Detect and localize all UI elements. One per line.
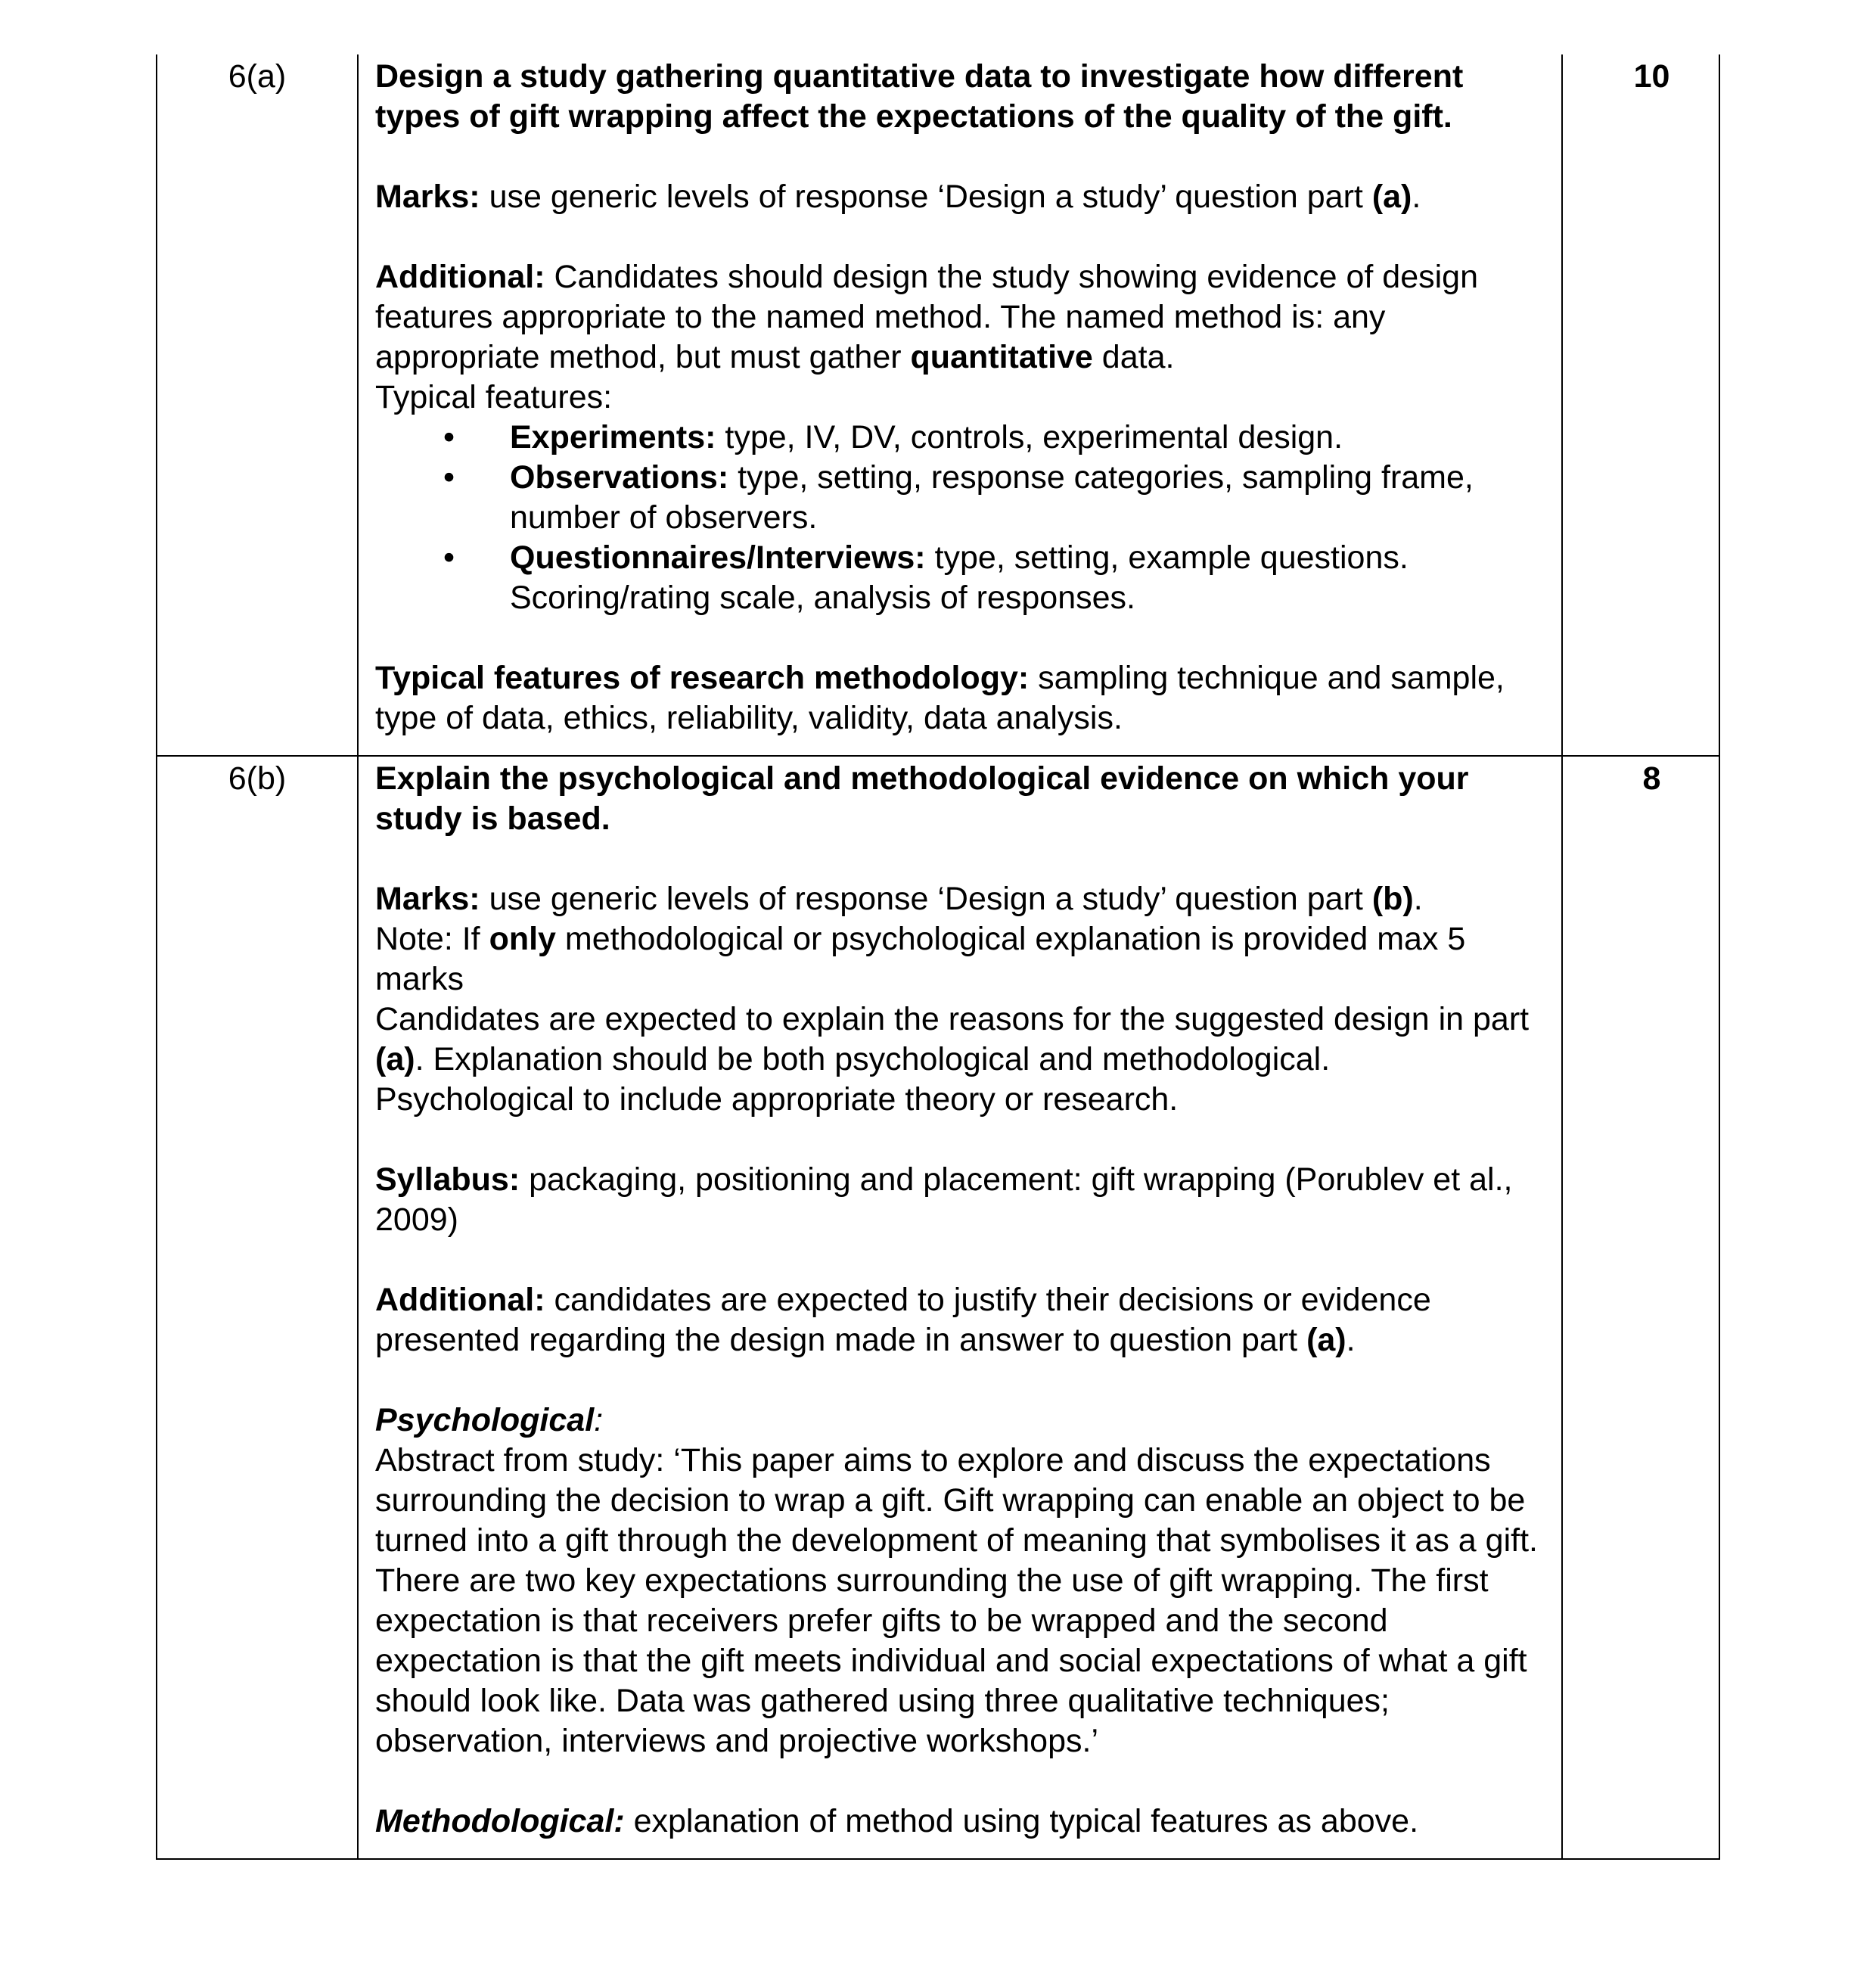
list-item: • Observations: type, setting, response categories, sampling frame, number of observers. [510, 458, 1540, 538]
list-item: • Experiments: type, IV, DV, controls, experimental design. [510, 418, 1540, 458]
typical-features-heading: Typical features: [375, 379, 613, 415]
additional-guidance: Additional: candidates are expected to justify their decisions or evidence presented regarding the design made in answer to question part (a). [375, 1282, 1431, 1358]
question-prompt: Explain the psychological and methodological evidence on which your study is based. [375, 760, 1469, 837]
psychological-include-text: Psychological to include appropriate theory or research. [375, 1081, 1179, 1118]
mark-scheme-page [156, 54, 1719, 1860]
psychological-heading: Psychological: [375, 1402, 604, 1438]
syllabus-text: Syllabus: packaging, positioning and placement: gift wrapping (Porublev et al., 2009) [375, 1161, 1513, 1238]
expected-text: Candidates are expected to explain the reasons for the suggested design in part (a). Explanation should be both psychological and methodological. [375, 1001, 1530, 1077]
methodology-features: Typical features of research methodology: sampling technique and sample, type of data, ethics, reliability, validity, data analysis. [375, 660, 1505, 736]
mark-scheme-table [156, 54, 1720, 1860]
answer-cell [358, 756, 1562, 1859]
marks-value: 10 [1562, 54, 1719, 756]
table-row-6a [157, 54, 1719, 756]
marks-value: 8 [1562, 756, 1719, 1859]
features-list [375, 418, 1540, 618]
question-number: 6(a) [157, 54, 358, 756]
marks-guidance: Marks: use generic levels of response ‘Design a study’ question part (b). [375, 881, 1423, 917]
additional-guidance: Additional: Candidates should design the study showing evidence of design features appropriate to the named method. The named method is: any appropriate method, but must gather quantitative data. [375, 259, 1479, 375]
answer-cell [358, 54, 1562, 756]
table-row-6b [157, 756, 1719, 1859]
marks-guidance: Marks: use generic levels of response ‘Design a study’ question part (a). [375, 179, 1421, 215]
note-text: Note: If only methodological or psychological explanation is provided max 5 marks [375, 921, 1466, 997]
question-prompt: Design a study gathering quantitative data to investigate how different types of gift wrapping affect the expectations of the quality of the gift. [375, 58, 1464, 135]
study-abstract: Abstract from study: ‘This paper aims to explore and discuss the expectations surrounding the decision to wrap a gift. Gift wrapping can enable an object to be turned into a gift through the development of meaning that symbolises it as a gift. There are two key expectations surrounding the use of gift wrapping. The first expectation is that receivers prefer gifts to be wrapped and the second expectation is that the gift meets individual and social expectations of what a gift should look like. Data was gathered using three qualitative techniques; observation, interviews and projective workshops.’ [375, 1442, 1538, 1759]
list-item: • Questionnaires/Interviews: type, setting, example questions. Scoring/rating scale, analysis of responses. [510, 538, 1540, 618]
question-number: 6(b) [157, 756, 358, 1859]
methodological-text: Methodological: explanation of method using typical features as above. [375, 1803, 1419, 1839]
